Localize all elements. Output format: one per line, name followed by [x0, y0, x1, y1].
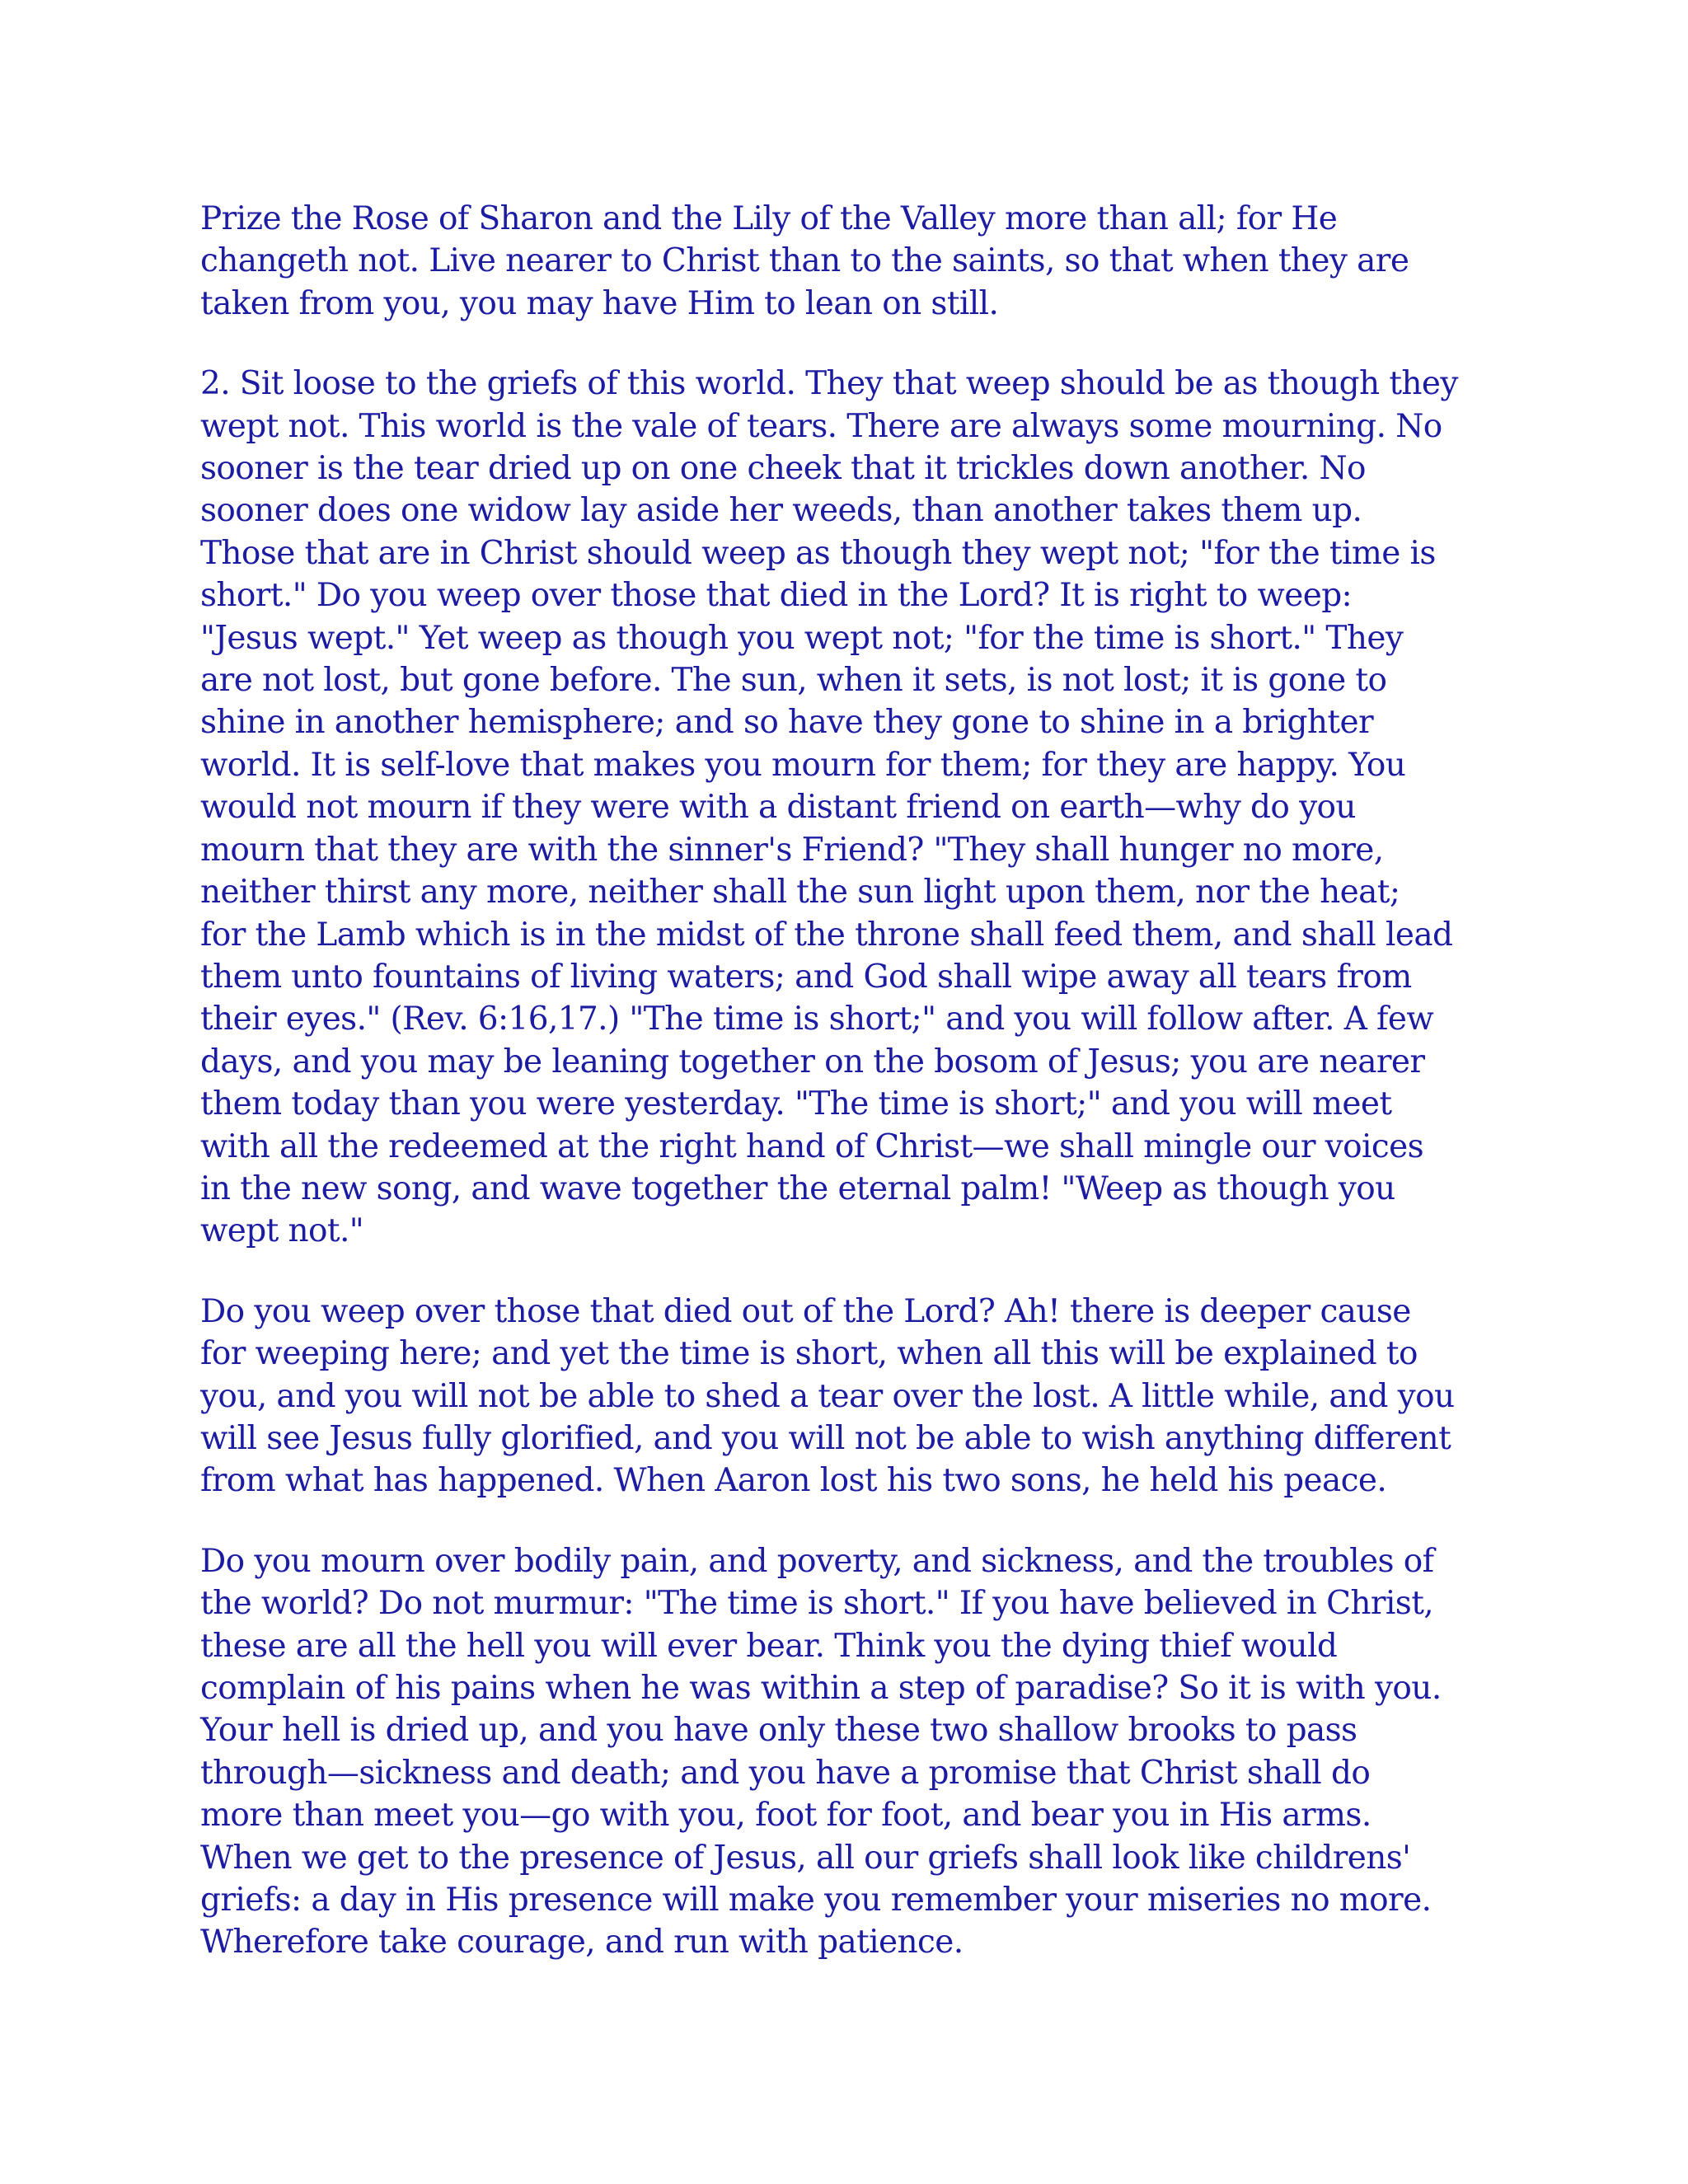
paragraph-bodily-pain: Do you mourn over bodily pain, and poverty, and sickness, and the troubles of the world? Do not murmur: "The time is short." If you have believed in Christ, these are all the hell you will ever bear. Think you the dying thief would complain of his pains when he was within a step of paradise? So it is with you. Your hell is dried up, and you have only these two shallow brooks to pass through—sickness and death; and you have a promise that Christ shall do more than meet you—go with you, foot for foot, and bear you in His arms. When we get to the presence of Jesus, all our griefs shall look like childrens' griefs: a day in His presence will make you remember your miseries no more. Wherefore take courage, and run with patience. [200, 1542, 1442, 1961]
paragraph-sit-loose-griefs: 2. Sit loose to the griefs of this world. They that weep should be as though they wept not. This world is the vale of tears. There are always some mourning. No sooner is the tear dried up on one cheek that it trickles down another. No sooner does one widow lay aside her weeds, than another takes them up. Those that are in Christ should weep as though they wept not; "for the time is short." Do you weep over those that died in the Lord? It is right to weep: "Jesus wept." Yet weep as though you wept not; "for the time is short." They are not lost, but gone before. The sun, when it sets, is not lost; it is gone to shine in another hemisphere; and so have they gone to shine in a brighter world. It is self-love that makes you mourn for them; for they are happy. You would not mourn if they were with a distant friend on earth—why do you mourn that they are with the sinner's Friend? "They shall hunger no more, neither thirst any more, neither shall the sun light upon them, nor the heat; for the Lamb which is in the midst of the throne shall feed them, and shall lead them unto fountains of living waters; and God shall wipe away all tears from their eyes." (Rev. 6:16,17.) "The time is short;" and you will follow after. A few days, and you may be leaning together on the bosom of Jesus; you are nearer them today than you were yesterday. "The time is short;" and you will meet with all the redeemed at the right hand of Christ—we shall mingle our voices in the new song, and wave together the eternal palm! "Weep as though you wept not." [200, 365, 1458, 1250]
document-body [200, 198, 1503, 2002]
paragraph-rose-of-sharon: Prize the Rose of Sharon and the Lily of the Valley more than all; for He changeth not. Live nearer to Christ than to the saints, so that when they are taken from you, you may have Him to lean on still. [200, 200, 1409, 322]
paragraph-died-out-of-lord: Do you weep over those that died out of the Lord? Ah! there is deeper cause for weeping here; and yet the time is short, when all this will be explained to you, and you will not be able to shed a tear over the lost. A little while, and you will see Jesus fully glorified, and you will not be able to wish anything different from what has happened. When Aaron lost his two sons, he held his peace. [200, 1292, 1455, 1500]
